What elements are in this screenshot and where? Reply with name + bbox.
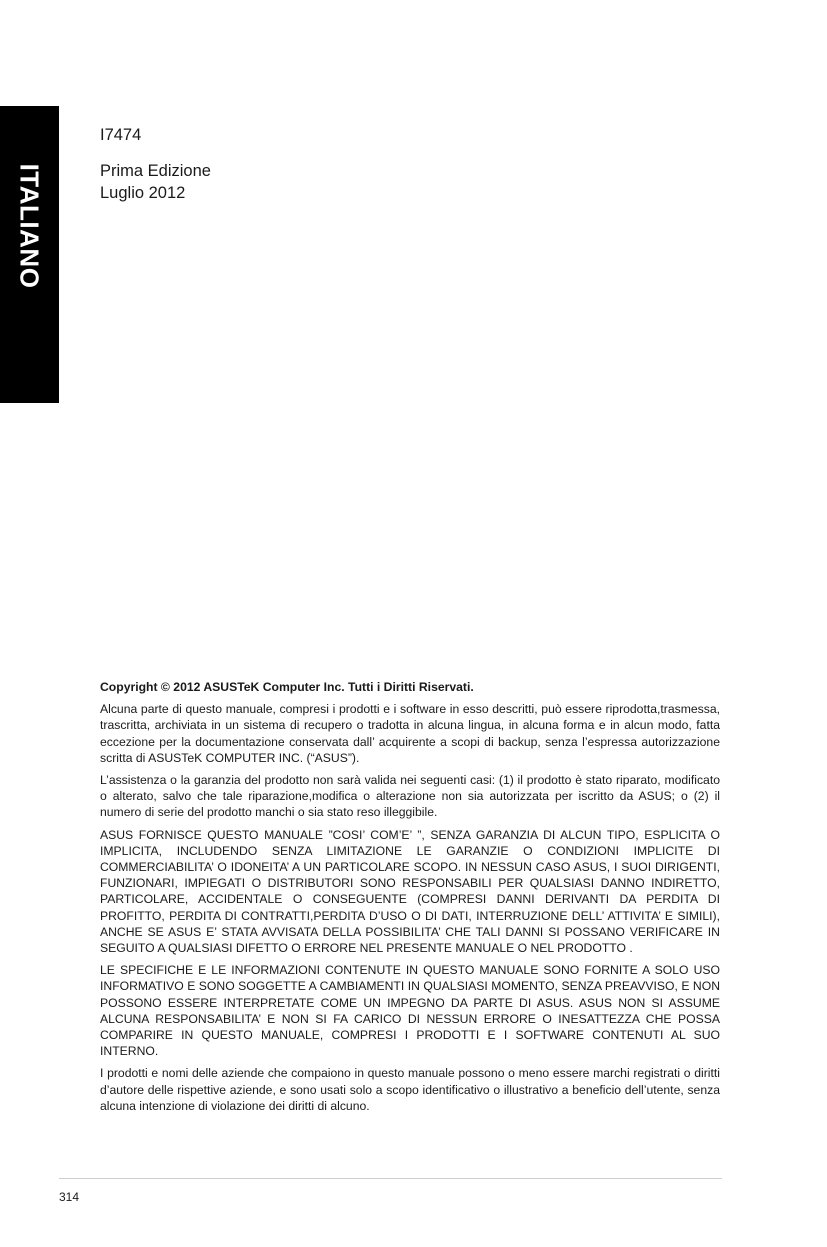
copyright-line: Copyright © 2012 ASUSTeK Computer Inc. Tutti i Diritti Riservati. — [100, 680, 474, 694]
publication-date: Luglio 2012 — [100, 184, 186, 202]
disclaimer-notice: ASUS FORNISCE QUESTO MANUALE ”COSI’ COM’E’ ”, SENZA GARANZIA DI ALCUN TIPO, ESPLICITA O IMPLICITA, INCLUDENDO SENZA LIMITAZIONE LE GARANZIE O CONDIZIONI IMPLICITE DI COMMERCIABILITA’ O IDONEITA’ A UN PARTICOLARE SCOPO. IN NESSUN CASO ASUS, I SUOI DIRIGENTI, FUNZIONARI, IMPIEGATI O DISTRIBUTORI SONO RESPONSABILI PER QUALSIASI DANNO INDIRETTO, PARTICOLARE, ACCIDENTALE O CONSEGUENTE (COMPRESI DANNI DERIVANTI DA PERDITA DI PROFITTO, PERDITA DI CONTRATTI,PERDITA D’USO O DI DATI, INTERRUZIONE DELL’ ATTIVITA’ E SIMILI), ANCHE SE ASUS E’ STATA AVVISATA DELLA POSSIBILITA’ CHE TALI DANNI SI POSSANO VERIFICARE IN SEGUITO A QUALSIASI DIFETTO O ERRORE NEL PRESENTE MANUALE O NEL PRODOTTO . — [100, 827, 720, 956]
specifications-notice: LE SPECIFICHE E LE INFORMAZIONI CONTENUTE IN QUESTO MANUALE SONO FORNITE A SOLO USO INFORMATIVO E SONO SOGGETTE A CAMBIAMENTI IN QUALSIASI MOMENTO, SENZA PREAVVISO, E NON POSSONO ESSERE INTERPRETATE COME UN IMPEGNO DA PARTE DI ASUS. ASUS NON SI ASSUME ALCUNA RESPONSABILITA’ E NON SI FA CARICO DI NESSUN ERRORE O INESATTEZZA CHE POSSA COMPARIRE IN QUESTO MANUALE, COMPRESI I PRODOTTI E I SOFTWARE CONTENUTI AL SUO INTERNO. — [100, 963, 720, 1059]
reproduction-notice: Alcuna parte di questo manuale, compresi i prodotti e i software in esso descritti, può essere riprodotta,trasmessa, trascritta, archiviata in un sistema di recupero o tradotta in alcuna lingua, in alcuna forma e in alcun modo, fatta eccezione per la documentazione conservata dall’ acquirente a scopi di backup, senza l’espressa autorizzazione scritta di ASUSTeK COMPUTER INC. (“ASUS”). — [100, 702, 720, 765]
language-tab-label: ITALIANO — [14, 163, 45, 289]
model-number: I7474 — [100, 126, 142, 144]
legal-notice — [100, 679, 720, 1120]
trademark-notice: I prodotti e nomi delle aziende che compaiono in questo manuale possono o meno essere marchi registrati o diritti d’autore delle rispettive aziende, e sono usati solo a scopo identificativo o illustrativo a beneficio dell’utente, senza alcuna intenzione di violazione dei diritti di alcuno. — [100, 1066, 720, 1113]
manual-header — [100, 124, 211, 204]
warranty-notice: L’assistenza o la garanzia del prodotto non sarà valida nei seguenti casi: (1) il prodotto è stato riparato, modificato o alterato, salvo che tale riparazione,modifica o alterazione non sia autorizzata per iscritto da ASUS; o (2) il numero di serie del prodotto manchi o sia stato reso illeggibile. — [100, 773, 720, 820]
page-number: 314 — [59, 1190, 80, 1204]
footer-divider — [59, 1178, 722, 1179]
edition-label: Prima Edizione — [100, 162, 211, 180]
